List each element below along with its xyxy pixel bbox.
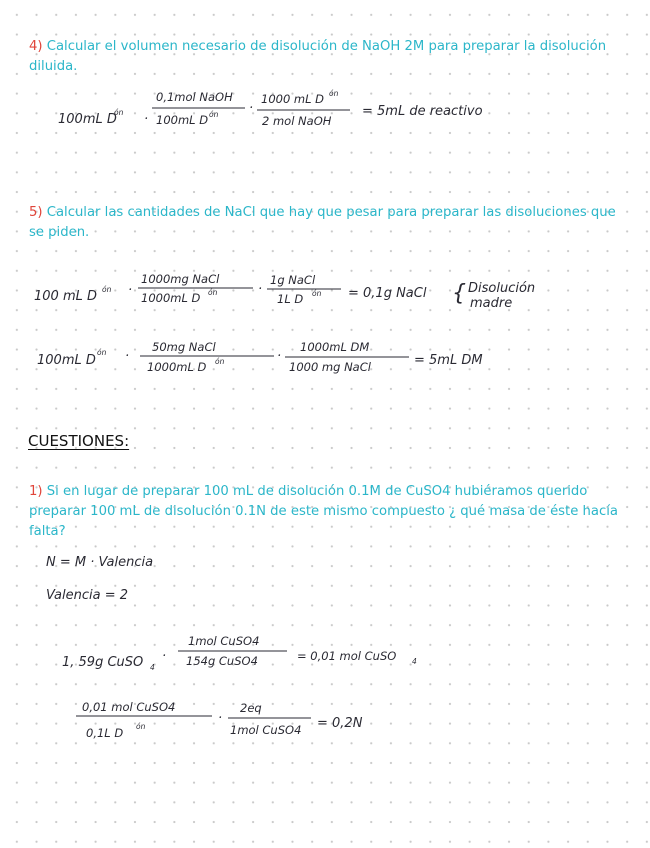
- q5b-equation: [37, 340, 483, 374]
- svg-text:·: ·: [218, 711, 223, 726]
- c1-eq2-f-den: 1mol CuSO4: [230, 723, 302, 737]
- svg-text:·: ·: [125, 349, 130, 364]
- c1-eq2-den: 0,1L D: [86, 726, 124, 740]
- q4-equation: [58, 89, 483, 128]
- q5a-f2-num: 1g NaCl: [270, 273, 316, 287]
- q4-f2-num: 1000 mL D: [261, 92, 325, 106]
- section-title: CUESTIONES:: [28, 432, 130, 450]
- svg-text:·: ·: [277, 349, 282, 364]
- q5a-f2-den: 1L D: [277, 292, 304, 306]
- q5a-f1-num: 1000mg NaCl: [141, 272, 220, 286]
- c1-eq1-num: 1mol CuSO4: [188, 634, 260, 648]
- q5a-equation: [34, 272, 535, 311]
- q4-f2-den: 2 mol NaOH: [262, 114, 332, 128]
- c1-work: [46, 555, 417, 740]
- svg-text:·: ·: [249, 101, 254, 116]
- question-4-number: 4): [29, 39, 43, 54]
- svg-text:{: {: [452, 281, 466, 306]
- q5a-lead-sup: ón: [102, 285, 112, 294]
- svg-text:·: ·: [128, 283, 133, 298]
- q4-f2-num-sup: ón: [329, 89, 339, 98]
- c1-eq2-den-sup: ón: [136, 722, 146, 731]
- q4-lead: 100mL D: [58, 112, 117, 127]
- q5b-f1-den: 1000mL D: [147, 360, 207, 374]
- svg-text:100mL D: [58, 112, 117, 127]
- c1-eq2-num: 0,01 mol CuSO4: [82, 700, 176, 714]
- q5b-f1-den-sup: ón: [215, 357, 225, 366]
- svg-text:·: ·: [258, 282, 263, 297]
- cuestion-1-text: Si en lugar de preparar 100 mL de disolución 0.1M de CuSO4 hubiéramos querido preparar 100 mL de disolución 0.1N de este mismo compuesto ¿ qué masa de éste hacía falta?: [29, 484, 618, 539]
- c1-eq2-f-num: 2eq: [240, 701, 262, 715]
- q4-lead-sup: ón: [114, 108, 124, 117]
- q5a-result: = 0,1g NaCl: [348, 286, 427, 301]
- q5a-note-2: madre: [470, 296, 513, 311]
- c1-eq2-result: = 0,2N: [317, 716, 363, 731]
- q4-result: = 5mL de reactivo: [362, 104, 483, 119]
- svg-text:·: ·: [162, 649, 167, 664]
- q5a-lead: 100 mL D: [34, 289, 97, 304]
- q5a-f1-den-sup: ón: [208, 288, 218, 297]
- q5b-f2-den: 1000 mg NaCl: [289, 360, 371, 374]
- question-4-text: Calcular el volumen necesario de disolución de NaOH 2M para preparar la disolución diluida.: [29, 39, 607, 74]
- question-5-number: 5): [29, 205, 43, 220]
- q4-f1-num: 0,1mol NaOH: [156, 90, 233, 104]
- c1-eq1-lead-sub: 4: [150, 663, 155, 672]
- q5b-f1-num: 50mg NaCl: [152, 340, 216, 354]
- q5b-lead: 100mL D: [37, 353, 96, 368]
- c1-line1: N = M · Valencia: [46, 555, 154, 570]
- cuestion-1-number: 1): [29, 484, 43, 499]
- c1-eq1-den: 154g CuSO4: [186, 654, 258, 668]
- q5b-result: = 5mL DM: [414, 353, 483, 368]
- q5b-lead-sup: ón: [97, 348, 107, 357]
- q5a-f1-den: 1000mL D: [141, 291, 201, 305]
- c1-line2: Valencia = 2: [46, 588, 129, 603]
- svg-text:·: ·: [144, 112, 149, 127]
- q5a-f2-den-sup: ón: [312, 289, 322, 298]
- q4-f1-den-sup: ón: [209, 110, 219, 119]
- c1-eq1-result: = 0,01 mol CuSO: [297, 649, 397, 663]
- c1-eq1-result-sub: 4: [412, 657, 417, 666]
- q5b-f2-num: 1000mL DM: [300, 340, 370, 354]
- c1-eq1-lead: 1, 59g CuSO: [62, 655, 144, 670]
- q5a-note-1: Disolución: [468, 281, 536, 296]
- question-5-text: Calcular las cantidades de NaCl que hay que pesar para preparar las disoluciones que se piden.: [29, 205, 616, 240]
- q4-f1-den: 100mL D: [156, 113, 209, 127]
